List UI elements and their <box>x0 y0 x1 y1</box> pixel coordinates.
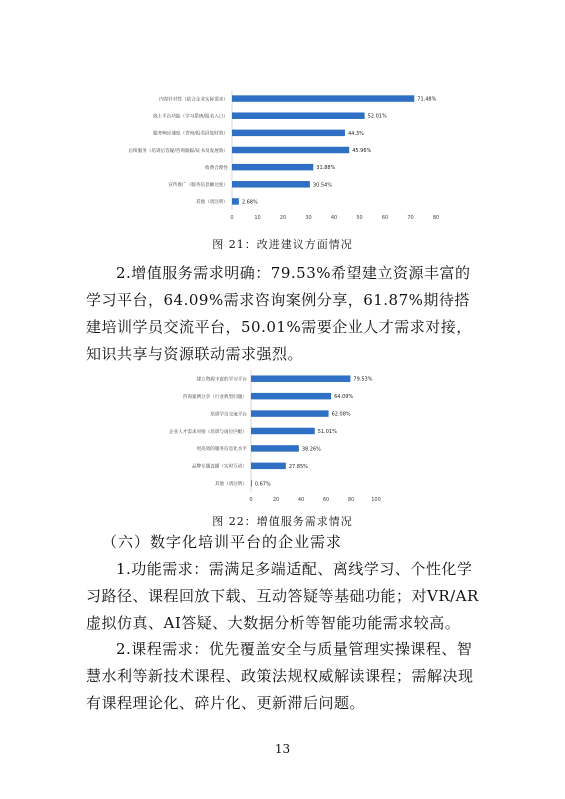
chart2-category-label: 培训学员交流平台 <box>210 412 247 418</box>
chart1-value-label: 30.54% <box>312 182 332 189</box>
chart1-svg <box>128 86 448 224</box>
chart1-bar <box>232 164 313 171</box>
section-heading: （六）数字化培训平台的企业需求 <box>102 533 343 551</box>
chart1-category-label: 其他（请注明） <box>195 200 228 206</box>
chart1-value-label: 44.3% <box>347 130 364 137</box>
chart2-category-label: 其他（请注明） <box>214 482 247 488</box>
paragraph-course-needs: 2.课程需求：优先覆盖安全与质量管理实操课程、智慧水利等新技术课程、政策法规权威解读课程；需解决现有课程理论化、碎片化、更新滞后问题。 <box>86 640 474 712</box>
chart1-category-label: 后续服务（培训后答疑/咨询跟踪/证书及发展效） <box>128 148 228 154</box>
chart2-category-label: 品牌专题直播（实时互动） <box>191 464 247 470</box>
chart2-x-tick-label: 100 <box>371 497 381 503</box>
chart1-bar <box>232 130 345 137</box>
chart2-category-label: 咨询案例分享（行业典型问题） <box>182 394 247 400</box>
chart2-value-label: 0.67% <box>254 481 271 488</box>
chart2-bar <box>251 445 299 452</box>
chart1-x-tick-label: 0 <box>230 215 234 221</box>
chart2-bar <box>251 393 331 400</box>
chart2-bar <box>251 375 350 382</box>
chart1-caption: 图 21：改进建议方面情况 <box>212 238 353 251</box>
chart1-x-tick-label: 70 <box>407 215 414 221</box>
chart1-value-label: 31.88% <box>316 165 336 172</box>
chart2-x-tick-label: 80 <box>347 497 355 503</box>
page-number: 13 <box>274 742 291 756</box>
chart2-bar <box>251 463 286 470</box>
chart1-x-tick-label: 10 <box>254 215 261 221</box>
chart1-value-label: 45.96% <box>352 148 372 154</box>
chart1-x-tick-label: 50 <box>356 215 363 221</box>
chart2-value-label: 27.85% <box>288 463 308 470</box>
chart2-value-label: 79.53% <box>353 376 373 383</box>
chart-improvement-suggestions <box>128 86 448 224</box>
chart1-x-tick-label: 60 <box>381 215 389 221</box>
chart1-category-label: 内容针对性（结合企业实际需求） <box>159 97 228 103</box>
chart-value-added-services <box>160 368 410 508</box>
chart2-category-label: 建立资源丰富的学习平台 <box>196 377 247 383</box>
chart1-value-label: 52.01% <box>367 113 387 120</box>
chart1-bar <box>232 95 414 102</box>
chart2-category-label: 更高效的服务信息化水平 <box>196 447 247 453</box>
chart1-x-tick-label: 40 <box>330 215 338 221</box>
chart2-caption: 图 22：增值服务需求情况 <box>212 515 353 528</box>
chart1-category-label: 服务响应速度（咨询/报名回复时效） <box>152 131 228 137</box>
chart2-value-label: 38.26% <box>301 446 321 453</box>
chart1-x-tick-label: 80 <box>432 215 440 221</box>
chart1-value-label: 2.68% <box>241 199 258 206</box>
chart1-category-label: 收费合理性 <box>205 165 228 171</box>
chart2-value-label: 64.09% <box>334 394 354 401</box>
chart1-bar <box>232 147 349 154</box>
chart2-value-label: 51.01% <box>317 429 337 435</box>
chart2-svg <box>160 368 410 508</box>
chart2-category-label: 企业人才需求对接（培训与岗位匹配） <box>168 429 247 435</box>
chart1-x-tick-label: 30 <box>305 215 312 221</box>
chart1-category-label: 线上平台功能（学习系统/报名入口） <box>152 114 228 120</box>
chart1-bar <box>232 112 365 119</box>
chart2-x-tick-label: 40 <box>297 497 305 503</box>
chart2-bar <box>251 480 252 487</box>
paragraph-function-needs: 1.功能需求：需满足多端适配、离线学习、个性化学习路径、课程回放下载、互动答疑等基础功能；对VR/AR虚拟仿真、AI答疑、大数据分析等智能功能需求较高。 <box>86 560 479 632</box>
paragraph-value-added-needs: 2.增值服务需求明确：79.53%希望建立资源丰富的学习平台，64.09%需求咨询案例分享，61.87%期待搭建培训学员交流平台，50.01%需要企业人才需求对接，知识共享与资源联动需求强烈。 <box>86 264 472 363</box>
chart2-x-tick-label: 20 <box>272 497 280 503</box>
chart1-bar <box>232 181 310 188</box>
chart1-x-tick-label: 20 <box>279 215 287 221</box>
chart2-bar <box>251 410 329 417</box>
chart1-category-label: 宣传推广（服务信息触达度） <box>168 183 228 189</box>
chart2-bar <box>251 428 315 435</box>
chart2-x-tick-label: 0 <box>249 497 253 503</box>
chart2-x-tick-label: 60 <box>322 497 330 503</box>
chart1-value-label: 71.48% <box>417 96 437 103</box>
chart2-value-label: 62.08% <box>331 411 351 418</box>
chart1-bar <box>232 198 239 205</box>
